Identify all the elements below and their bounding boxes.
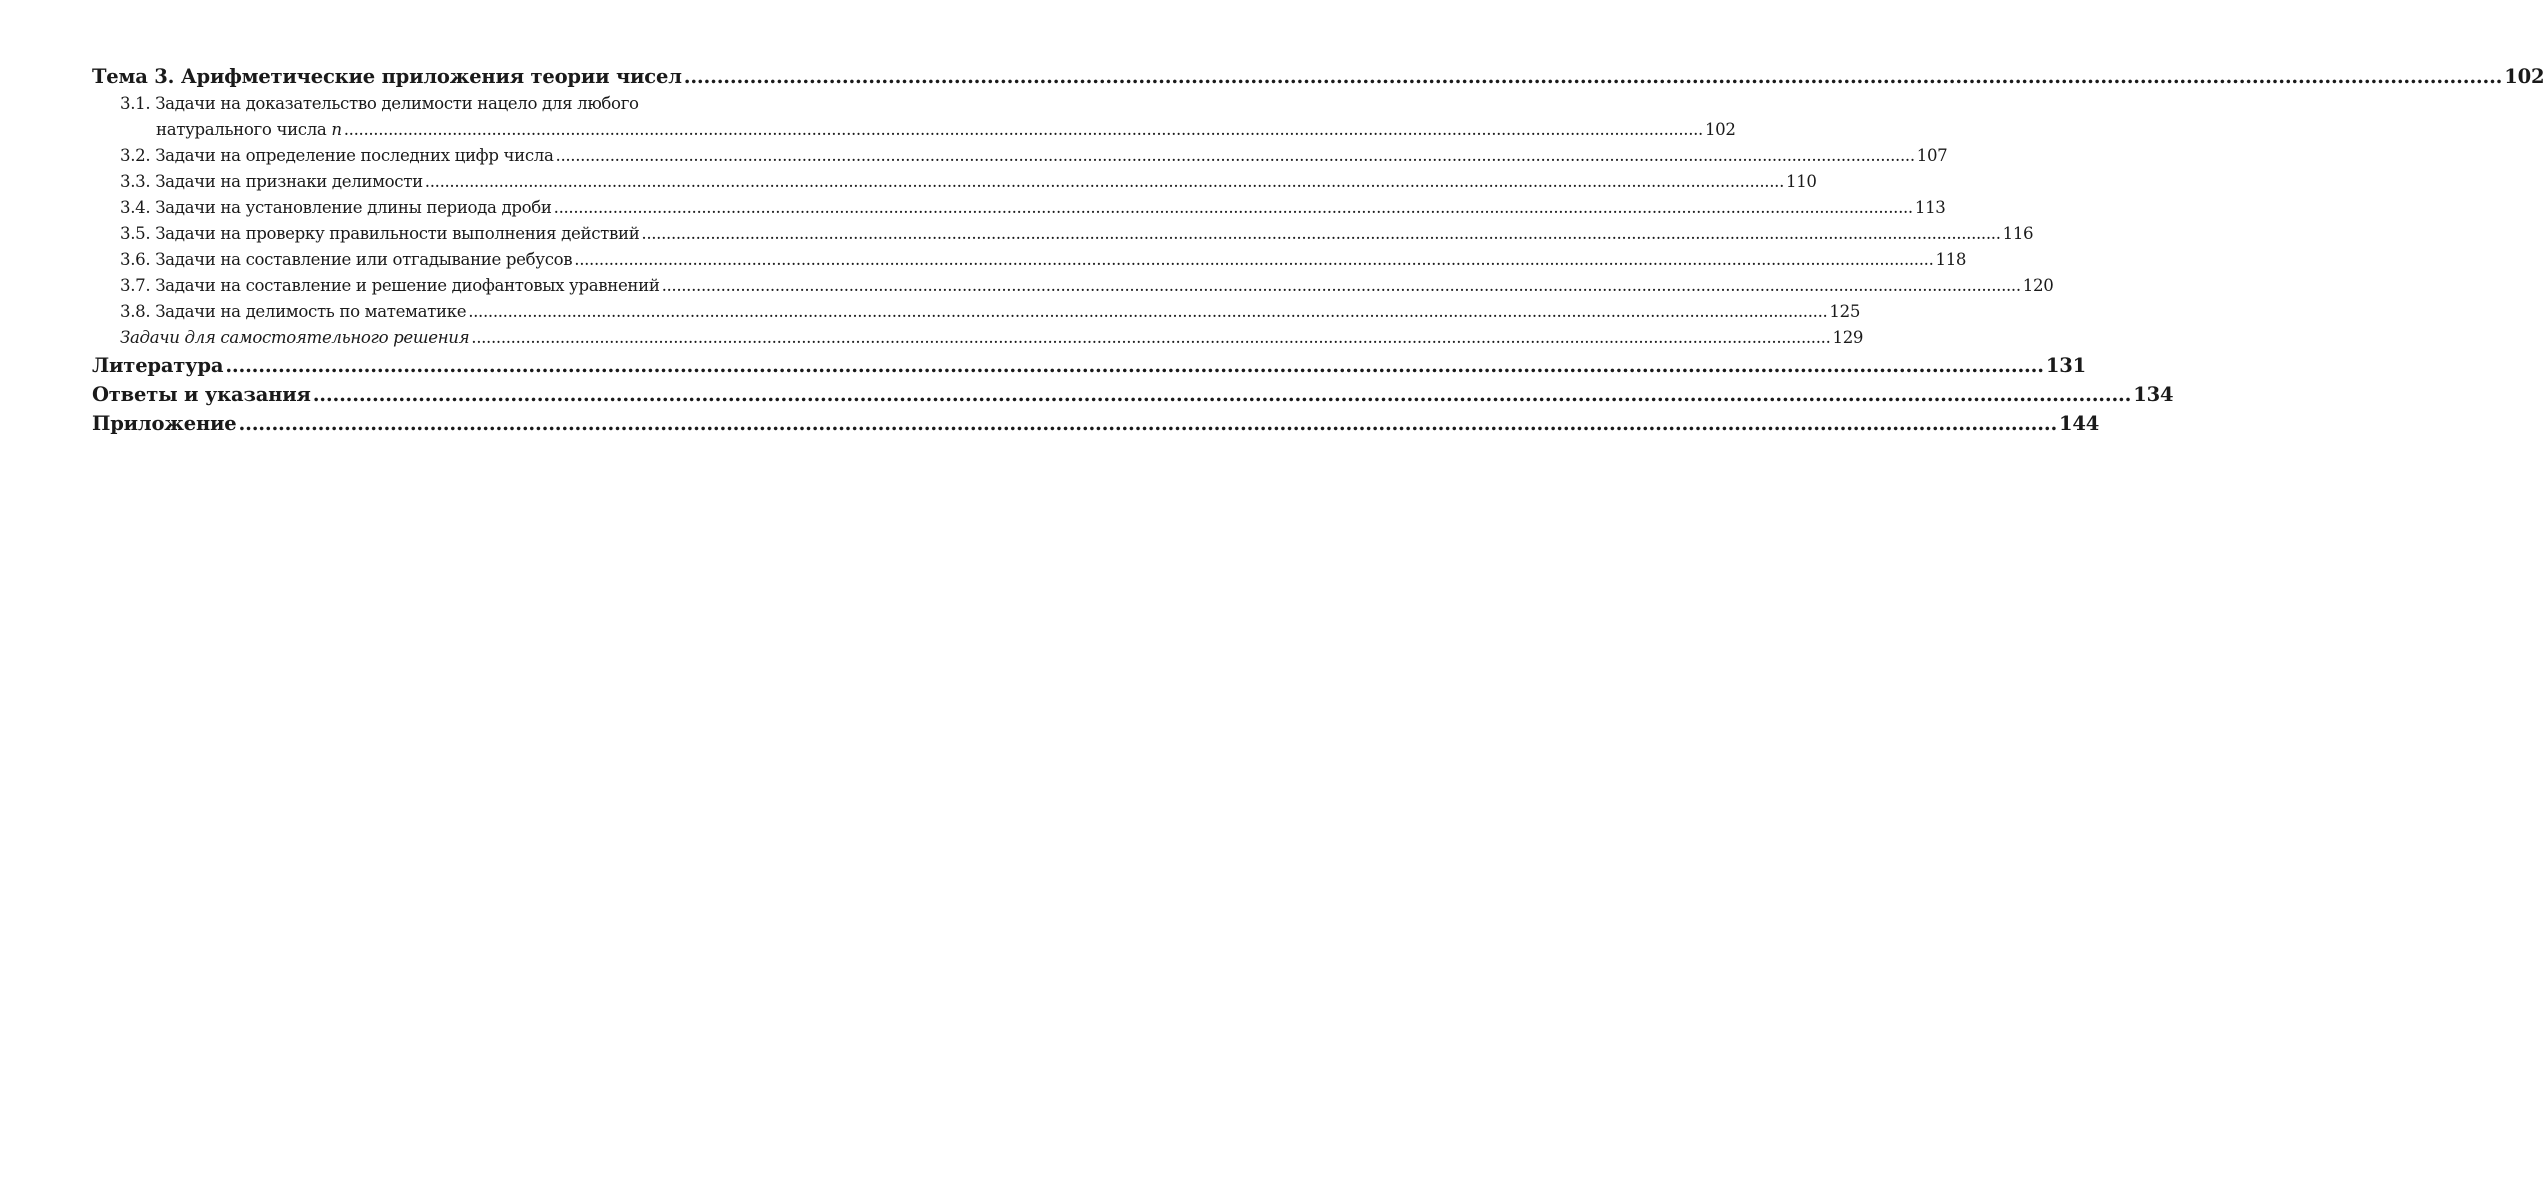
toc-chapter-3[interactable] <box>92 62 2544 91</box>
toc-entry-page: 102 <box>2504 65 2544 88</box>
toc-entry-page: 131 <box>2045 354 2086 377</box>
toc-entry-page: 113 <box>1914 198 1946 217</box>
leader-dots <box>641 221 2000 247</box>
toc-entry-title: Литература <box>92 354 224 377</box>
table-of-contents <box>92 62 2544 438</box>
toc-entry-page: 118 <box>1935 250 1967 269</box>
toc-entry-page: 134 <box>2133 383 2174 406</box>
toc-section-3-5[interactable] <box>92 221 2034 247</box>
toc-entry-page: 129 <box>1832 328 1864 347</box>
toc-entry-page: 107 <box>1916 146 1948 165</box>
toc-section-3-6[interactable] <box>92 247 1967 273</box>
toc-section-3-8[interactable] <box>92 299 1861 325</box>
toc-entry-title: Тема 3. Арифметические приложения теории чисел <box>92 65 682 88</box>
leader-dots <box>425 169 1784 195</box>
toc-entry-title-line1: 3.1. Задачи на доказательство делимости нацело для любого <box>120 94 639 113</box>
toc-entry-page: 144 <box>2059 412 2100 435</box>
leader-dots <box>313 380 2132 409</box>
toc-entry-title: 3.7. Задачи на составление и решение диофантовых уравнений <box>120 276 660 295</box>
leader-dots <box>225 351 2044 380</box>
leader-dots <box>471 325 1830 351</box>
toc-entry-title: 3.2. Задачи на определение последних цифр числа <box>120 146 554 165</box>
toc-answers[interactable] <box>92 380 2174 409</box>
toc-entry-page: 110 <box>1786 172 1817 191</box>
toc-entry-title-line2: натурального числа n <box>156 120 342 139</box>
toc-section-self-study[interactable] <box>92 325 1864 351</box>
toc-entry-title: 3.8. Задачи на делимость по математике <box>120 302 467 321</box>
leader-dots <box>468 299 1827 325</box>
toc-entry-title: 3.4. Задачи на установление длины периода дроби <box>120 198 552 217</box>
leader-dots <box>556 143 1915 169</box>
toc-section-3-2[interactable] <box>92 143 1948 169</box>
toc-section-3-3[interactable] <box>92 169 1817 195</box>
toc-section-3-7[interactable] <box>92 273 2054 299</box>
toc-entry-page: 120 <box>2022 276 2054 295</box>
toc-entry-page: 125 <box>1829 302 1861 321</box>
toc-entry-title: 3.3. Задачи на признаки делимости <box>120 172 423 191</box>
toc-entry-title: Задачи для самостоятельного решения <box>120 328 470 347</box>
leader-dots <box>344 117 1703 143</box>
toc-section-3-1[interactable] <box>92 91 1736 143</box>
leader-dots <box>554 195 1913 221</box>
toc-entry-title: Приложение <box>92 412 237 435</box>
toc-entry-page: 102 <box>1704 120 1736 139</box>
toc-entry-continuation <box>92 117 1736 143</box>
toc-appendix[interactable] <box>92 409 2100 438</box>
toc-entry-page: 116 <box>2002 224 2034 243</box>
leader-dots <box>574 247 1933 273</box>
toc-entry-title: Ответы и указания <box>92 383 311 406</box>
toc-entry-title: 3.6. Задачи на составление или отгадывание ребусов <box>120 250 573 269</box>
variable-n: n <box>331 120 342 139</box>
toc-literature[interactable] <box>92 351 2086 380</box>
leader-dots <box>239 409 2058 438</box>
toc-section-3-4[interactable] <box>92 195 1946 221</box>
leader-dots <box>662 273 2021 299</box>
toc-entry-title: 3.5. Задачи на проверку правильности выполнения действий <box>120 224 640 243</box>
leader-dots <box>684 62 2503 91</box>
